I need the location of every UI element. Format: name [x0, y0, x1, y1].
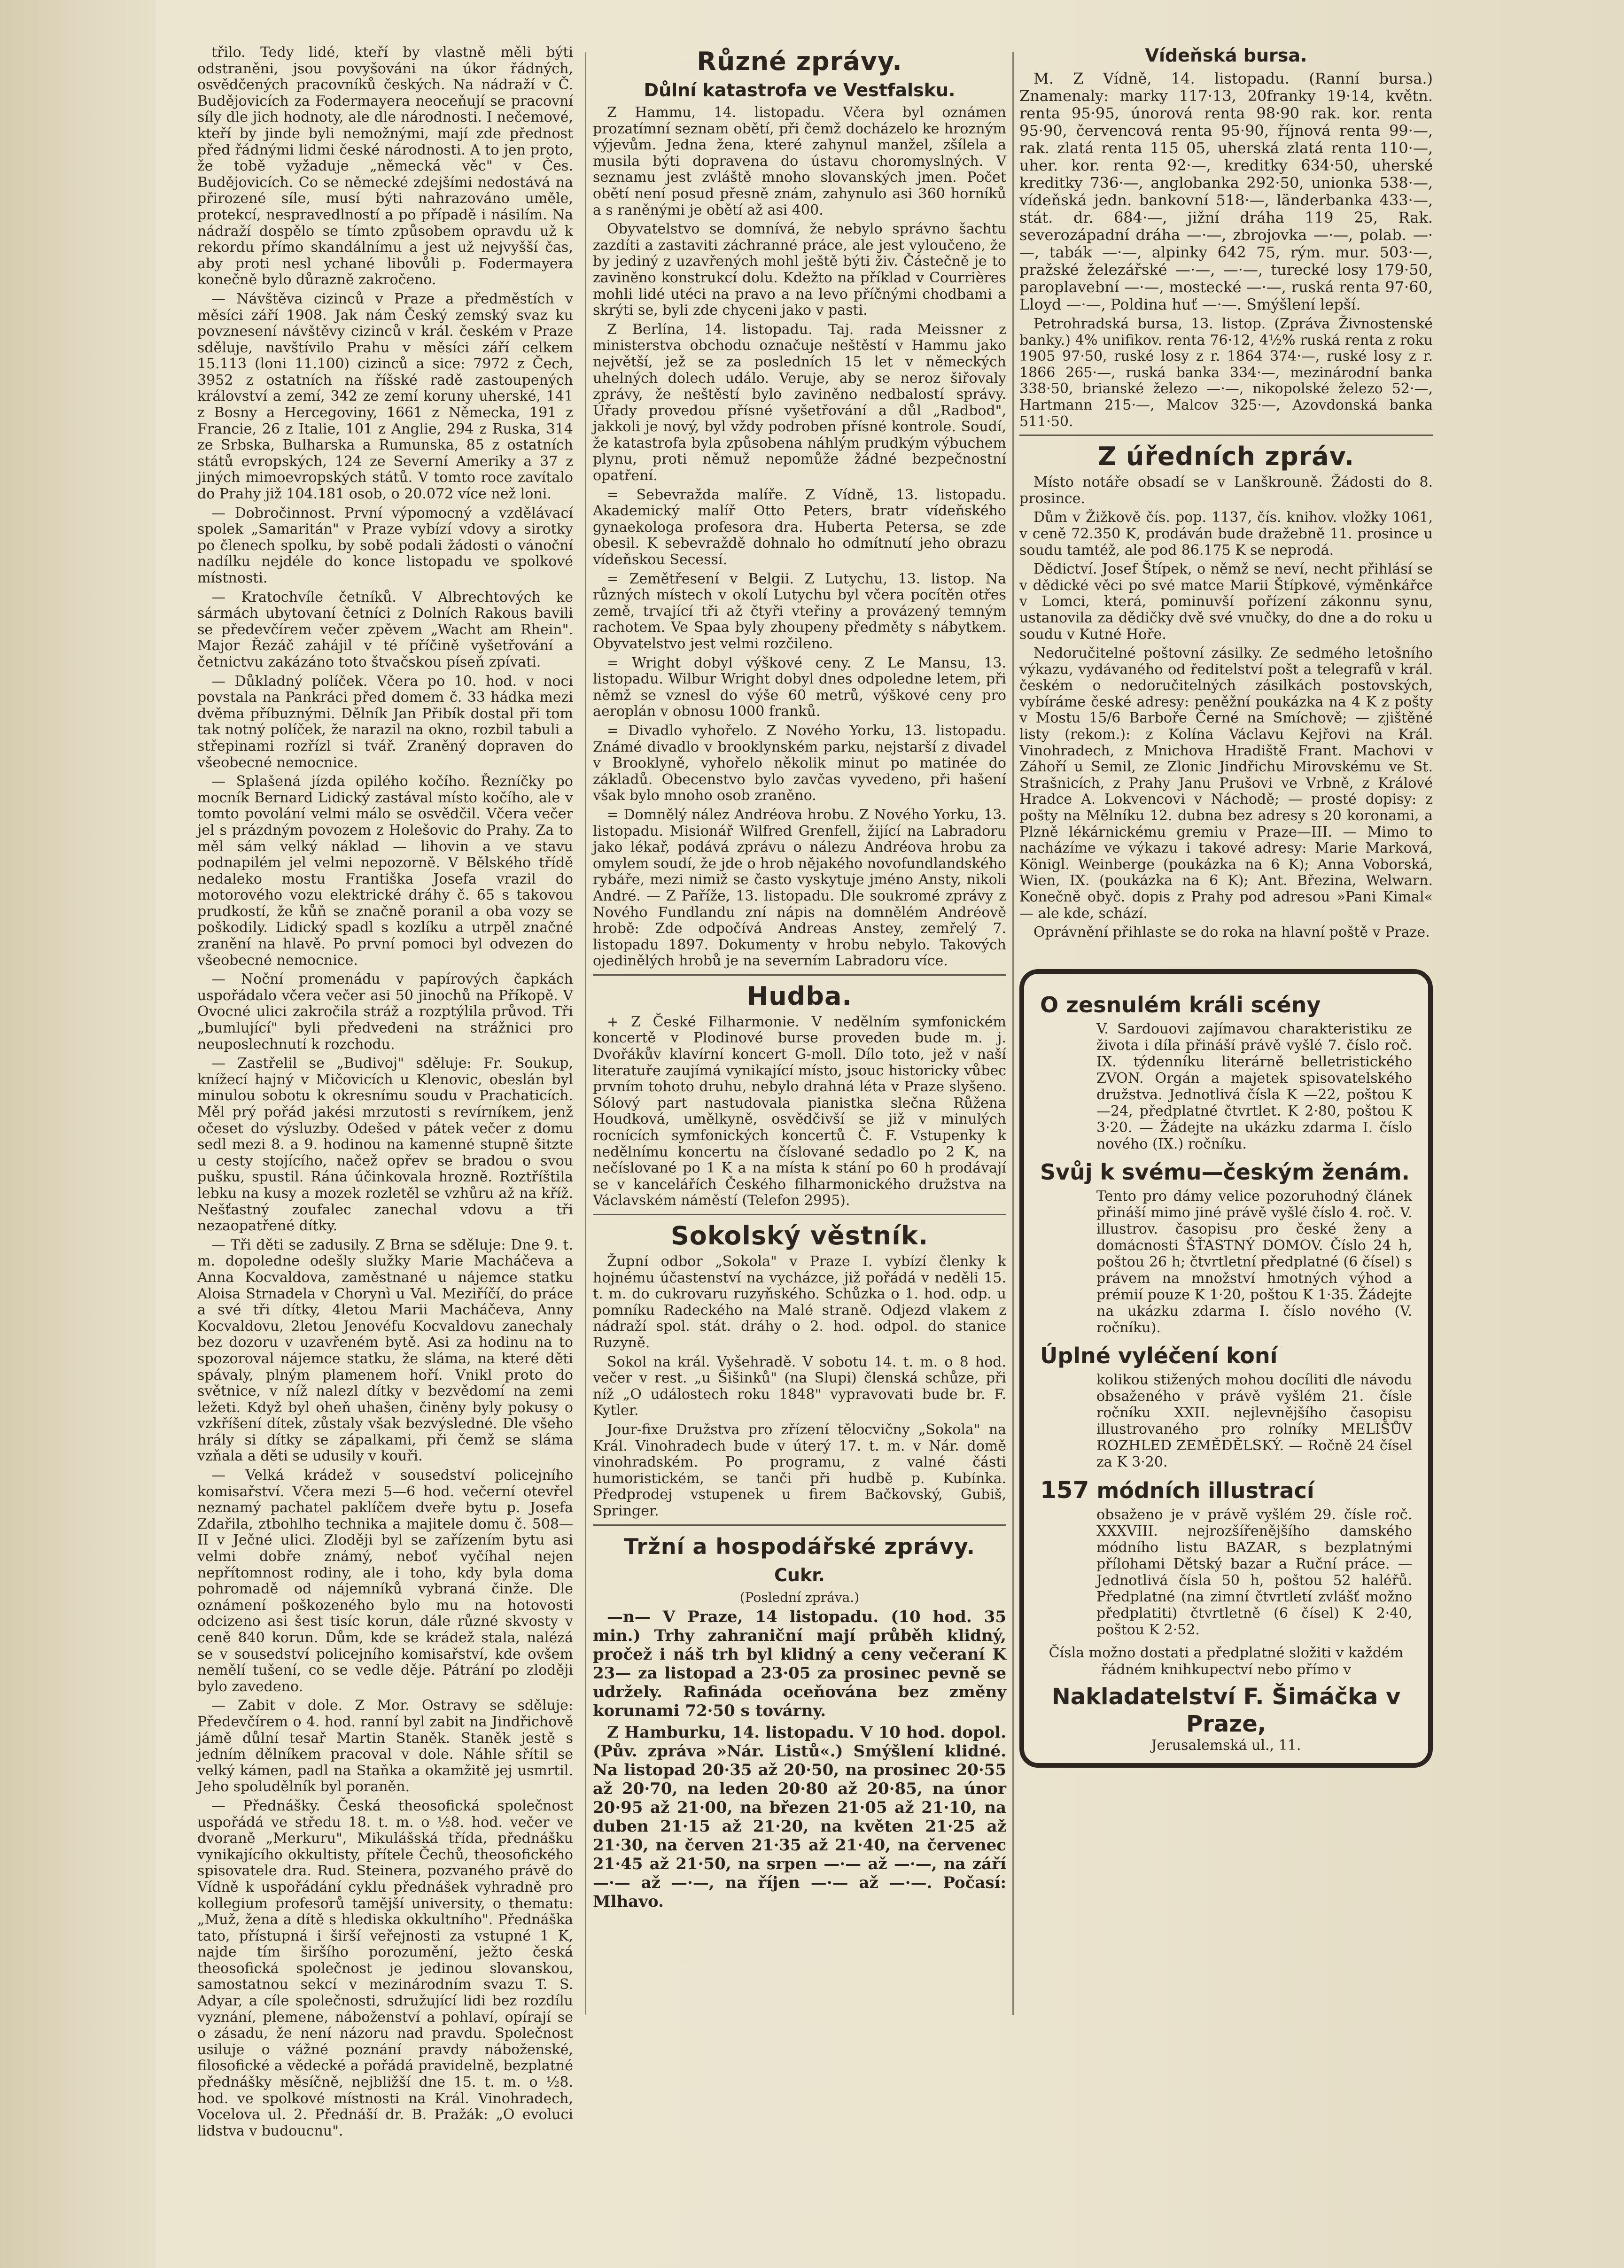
section-heading-z-urednich-zprav: Z úředních zpráv. [1098, 442, 1354, 472]
publisher-name: Nakladatelství F. Šimáčka v Praze, [1051, 1683, 1401, 1737]
section-heading-hudba: Hudba. [747, 981, 852, 1011]
article-paragraph: Dům v Žižkově čís. pop. 1137, čís. knihov. vložky 1061, v ceně 72.350 K, prodáván bude dražebně 11. prosince u soudu tamtéž, ale pod 86.175 K se neprodá. [1019, 509, 1433, 559]
column-1 [197, 45, 573, 2142]
ad-text: obsaženo je v právě vyšlém 29. čísle roč. XXXVIII. nejrozšířenějšího damského módního listu BAZAR, s bezplatnými přílohami Dětský bazar a Ruční práce. — Jednotlivá čísla 50 h, poštou 52 haléřů. Předplatné (na zimní čtvrtletí zvlášť možno předplatiti) čtvrtletně (6 čísel) K 2·40, poštou K 2·52. [1096, 1506, 1412, 1638]
article-paragraph: — Dobročinnost. První výpomocný a vzdělávací spolek „Samaritán" v Praze vybízí vdovy a sirotky po členech spolku, by sobě podali žádosti o vánoční nadílku nejdéle do konce listopadu ve spolkové místnosti. [197, 505, 573, 586]
article-paragraph: Župní odbor „Sokola" v Praze I. vybízí členky k hojnému účastenství na vycházce, již pořádá v neděli 15. t. m. do cukrovaru ruzyňského. Schůzka o 1. hod. odp. u pomníku Radeckého na Malé straně. Odjezd vlakem z nádraží spol. stát. dráhy o 2. hod. odpol. do stanice Ruzyně. [593, 1253, 1006, 1351]
article-paragraph: = Zemětřesení v Belgii. Z Lutychu, 13. listop. Na různých místech v okolí Lutychu byl včera pocítěn otřes země, trvající tři až čtyři vteřiny a provázený temným rachotem. Ve Spaa byly zhoupeny předměty s nábytkem. Obyvatelstvo jest velmi rozčileno. [593, 570, 1006, 652]
advertisement-box [1019, 969, 1433, 1768]
article-paragraph: Z Hamburku, 14. listopadu. V 10 hod. dopol. (Pův. zpráva »Nár. Listů«.) Smýšlení klidné. Na listopad 20·35 až 20·50, na prosinec 20·55 až 20·70, na leden 20·80 až 20·85, na únor 20·95 až 21·00, na březen 21·05 až 21·10, na duben 21·15 až 21·20, na květen 21·25 až 21·30, na červen 21·35 až 21·40, na červenec 21·45 až 21·50, na srpen —·— až —·—, na září —·— až —·—, na říjen —·— až —·—. Počasí: Mlhavo. [593, 1723, 1006, 1911]
article-paragraph: Jour-fixe Družstva pro zřízení tělocvičny „Sokola" na Král. Vinohradech bude v úterý 17. t. m. v Nár. domě vinohradském. Po programu, z valné části humoristickém, se tanči při hudbě p. Kubínka. Předprodej vstupenek u firem Bačkovský, Gubiš, Springer. [593, 1421, 1006, 1519]
article-paragraph: Sokol na král. Vyšehradě. V sobotu 14. t. m. o 8 hod. večer v rest. „u Šišinků" (na Slupi) členská schůze, při níž „O událostech roku 1848" vypravovati bude br. F. Kytler. [593, 1353, 1006, 1419]
column-3 [1019, 45, 1433, 1768]
ad-number: 157 [1040, 1476, 1089, 1504]
article-paragraph: Obyvatelstvo se domnívá, že nebylo správno šachtu zazdíti a zastaviti záchranné práce, ale jest vyloučeno, že by jediný z uzavřených mohl ještě býti živ. Částečně je to zaviněno konstrukcí dolu. Kdežto na příklad v Courrières mohli lidé utéci na pravo a na levo příčnými chodbami a skrýti se, byli zde chyceni jako v pasti. [593, 221, 1006, 319]
ad-heading: Svůj k svému—českým ženám. [1040, 1159, 1410, 1185]
ad-heading [1040, 1477, 1412, 1504]
column-divider [1012, 52, 1014, 2015]
article-paragraph: Z Berlína, 14. listopadu. Taj. rada Meissner z ministerstva obchodu označuje neštěstí v Hammu jako největší, jež se za posledních 15 let v německých uhelných dolech událo. Veruje, aby se neroz šiřovaly zprávy, že neštěstí bylo zaviněno nedbalostí správy. Úřady provedou přísné vyšetřování a důl „Radbod", jakkoli je nový, byl vždy podroben přísné kontrole. Soudí, že katastrofa byla způsobena náhlým prudkým výbuchem plynu, proti němuž nepomůže žádné bezpečnostní opatření. [593, 321, 1006, 484]
article-paragraph: M. Z Vídně, 14. listopadu. (Ranní bursa.) Znamenaly: marky 117·13, 20franky 19·14, květn. renta 95·95, únorová renta 98·90 rak. kor. renta 95·90, červencová renta 95·90, říjnová renta 99·—, rak. zlatá renta 115 05, uherská zlatá renta 110·—, uher. kor. renta 92·—, kreditky 634·50, uherské kreditky 736·—, anglobanka 292·50, unionka 538·—, vídeňská jedn. bankovní 518·—, länderbanka 433·—, stát. dr. 684·—, jižní dráha 119 25, Rak. severozápadní dráha —·—, zbrojovka —·—, polab. —·—, tabák —·—, alpinky 642 75, rým. mur. 503·—, pražské železářské —·—, —·—, turecké losy 179·50, paroplavební —·—, mostecké —·—, ruská renta 97·60, Lloyd —·—, Poldina huť —·—. Smýšlení lepší. [1019, 70, 1433, 313]
article-paragraph: Místo notáře obsadí se v Lanškrouně. Žádosti do 8. prosince. [1019, 474, 1433, 507]
ad-text: V. Sardouovi zajímavou charakteristiku ze života i díla přináší právě vyšlé 7. číslo roč. IX. týdenníku literárně belletristického ZVON. Orgán a majetek spisovatelského družstva. Jednotlivá čísla K —22, poštou K —24, předplatné čtvrtlet. K 2·80, poštou K 3·20. — Žádejte na ukázku zdarma I. číslo nového (IX.) ročníku. [1096, 1020, 1412, 1152]
article-paragraph: —n— V Praze, 14 listopadu. (10 hod. 35 min.) Trhy zahraniční mají průběh klidný, pročež i náš trh byl klidný a ceny večeraní K 23— za listopad a 23·05 za prosinec pevně se udržely. Rafináda oceňována bez změny korunami 72·50 s továrny. [593, 1608, 1006, 1721]
article-paragraph: — Zabit v dole. Z Mor. Ostravy se sděluje: Předevčírem o 4. hod. ranní byl zabit na Jindřichově jámě důlní tesař Martin Staněk. Staněk jestě s jedním dělníkem pracoval v dole. Náhle sřítil se velký kámen, padl na Staňka a okamžitě jej usmrtil. Jeho spoludělník byl poraněn. [197, 1697, 573, 1795]
section-heading-trzni-zpravy: Tržní a hospodářské zprávy. [624, 1533, 975, 1559]
ad-heading: Úplné vyléčení koní [1040, 1343, 1278, 1368]
ad-footer-text: Čísla možno dostati a předplatné složiti v každém řádném knihkupectví nebo přímo v [1049, 1644, 1404, 1678]
article-paragraph: = Sebevražda malíře. Z Vídně, 13. listopadu. Akademický malíř Otto Peters, bratr vídeňského gynaekologa profesora dra. Huberta Petersa, se zde obesil. K sebevraždě dohnalo ho odmítnutí jeho obrazu vídeňskou Secessí. [593, 486, 1006, 568]
column-divider [585, 52, 586, 2015]
section-heading-videnska-bursa: Vídeňská bursa. [1145, 45, 1307, 66]
ad-text: kolikou stižených mohou docíliti dle návodu obsaženého v právě vyšlém 21. čísle ročníku XXII. nejlevnějšího časopisu illustrovaného pro rolníky MELIŠŮV ROZHLED ZEMĚDĚLSKÝ. — Ročně 24 čísel za K 3·20. [1096, 1371, 1412, 1470]
article-paragraph: — Velká krádež v sousedství policejního komisařství. Včera mezi 5—6 hod. večerní otevřel neznamý pachatel paklíčem dveře bytu p. Josefa Zdařila, ztbohlho technika a majitele domu č. 508—II v Ječné ulici. Zloději byl se zařízením bytu asi velmi dobře známý, neboť vyčíhal nejen nepřítomnost rodiny, ale i toho, kdy byla doma pohromadě od nájemníků vybraná činže. Dle oznámení poškozeného bylo mu na hotovosti odcizeno asi šest tisíc korun, dále různé skvosty v ceně 840 korun. Dům, kde se krádež stala, nalézá se v sousedství policejního komisařství, kde ovšem nemělí tušení, co se vedle děje. Pátrání po zloději bylo zavedeno. [197, 1467, 573, 1695]
section-rule [593, 974, 1006, 976]
article-paragraph: = Wright dobyl výškové ceny. Z Le Mansu, 13. listopadu. Wilbur Wright dobyl dnes odpoledne letem, při němž se vznesl do výše 60 metrů, výškové ceny pro aeroplán v obnosu 1000 franků. [593, 654, 1006, 720]
article-note: (Poslední zpráva.) [739, 1589, 860, 1605]
publisher-address: Jerusalemská ul., 11. [1151, 1737, 1301, 1754]
article-paragraph: třilo. Tedy lidé, kteří by vlastně měli býti odstraněni, jsou povyšováni na úkor řádných, osvědčených pracovníků českých. Na nádraží v Č. Budějovicích za Fodermayera neoceňují se pracovní síly dle jich hodnoty, ale dle národnosti. I nečemové, kteří by jinde byli nemožnými, mají zde přednost před řádnými lidmi české národnosti. A to jen proto, že tobě vyžaduje „německá věc" v Čes. Budějovicích. Co se německé zdejšími nedostává na přirozené síle, musí býti nahrazováno uměle, protekcí, nespravedlností a po případě i násilím. Na nádraží dospělo se tímto způsobem opravdu už k rekordu přímo skandálnímu a jest už nejvyšší čas, aby proti nesl ychané libovůli p. Fodermayera konečně bylo důrazně zakročeno. [197, 44, 573, 288]
article-paragraph: — Důkladný políček. Včera po 10. hod. v noci povstala na Pankráci před domem č. 33 hádka mezi dvěma příbuznými. Dělník Jan Přibík dostal při tom tak notný políček, že narazil na okno, rozbil tabuli a střepinami rozřízl si tvář. Zraněný dopraven do všeobecné nemocnice. [197, 673, 573, 771]
article-subheading: Cukr. [774, 1564, 825, 1585]
article-paragraph: — Tři děti se zadusily. Z Brna se sděluje: Dne 9. t. m. dopoledne odešly služky Marie Macháčeva a Anna Kocvaldova, zaměstnané u nájemce statku Aloisa Strnadela v Chorynì u Val. Meziříčí, do práce a své tři dítky, 4letou Marii Macháčeva, Anny Kocvaldovu, 2letou Jenovéfu Kocvaldovu zanechaly bez dozoru v uzavřeném bytě. Asi za hodinu na to spozoroval nájemce statku, že sláma, na které děti spávaly, plným plamenem hoří. Vnikl proto do světnice, v níž nalezl dítky v bezvědomí na zemi ležeti. Když byl oheň uhašen, činěny byly pokusy o vzkříšení dítek, zůstaly však bezvýsledné. Dle všeho hrály si dítky se zápalkami, při čemž se sláma vzňala a děti se udusily v kouři. [197, 1236, 573, 1465]
article-paragraph: Dědictví. Josef Štípek, o němž se neví, necht přihlásí se v dědické věci po své matce Marii Štípkové, výměnkářce v Lomci, která, pominuvší pořízení zákonnu synu, ustanovila za dědičky dvě své vnučky, do dne a do roku u soudu v Kutné Hoře. [1019, 561, 1433, 643]
article-paragraph: — Noční promenádu v papírových čapkách uspořádalo včera večer asi 50 jinochů na Příkopě. V Ovocné ulici zakročila stráž a rozptýlila průvod. Tři „bumlující" byli předvedeni na strážnici pro neuposlechnutí k rozchodu. [197, 971, 573, 1053]
page-edge-shadow [0, 0, 155, 2268]
article-paragraph: — Návštěva cizinců v Praze a předměstích v měsíci září 1908. Jak nám Český zemský svaz ku povznesení návštěvy cizinců v král. českém v Praze sděluje, navštívilo Prahu v měsíci září celkem 15.113 (loni 11.100) cizinců a sice: 7972 z Čech, 3952 z ostatních na říšské radě zastoupených království a zemí, 342 ze zemí koruny uherské, 141 z Bosny a Hercegoviny, 1661 z Německa, 191 z Francie, 26 z Italie, 101 z Anglie, 294 z Ruska, 314 ze Srbska, Bulharska a Rumunska, 85 z ostatních států evropských, 124 ze Severní Ameriky a 37 z jiných mimoevropských států. V tomto roce zavítalo do Prahy již 104.181 osob, o 20.072 více než loni. [197, 290, 573, 503]
section-heading-ruzne-zpravy: Různé zprávy. [697, 47, 902, 76]
section-heading-sokolsky-vestnik: Sokolský věstník. [670, 1221, 929, 1251]
article-paragraph: Nedoručitelné poštovní zásilky. Ze sedmého letošního výkazu, vydávaného od ředitelství pošt a telegrafů v král. českém o nedoručitelných zásilkách postovských, vybíráme české adresy: peněžní poukázka na 4 K z pošty v Mostu 15/6 Barboře Černé na Smíchově; — zjištěné listy (rekom.): z Kolína Václavu Kejřovi na Král. Vinohradech, z Mnichova Hradiště Frant. Machovi v Záhoří u Semil, ze Zlonic Jindřichu Mirovskému ve St. Strašnicích, z Prahy Janu Prušovi ve Vrbně, z Králové Hradce A. Lokvencovi v Náchodě; — prosté dopisy: z pošty na Mělníku 12. dubna bez adresy s 20 koronami, a Plzně lékárnickému gremiu v Praze—III. — Mimo to nacházíme ve výkazu i takové adresy: Marie Marková, Königl. Weinberge (poukázka na 6 K); Anna Voborská, Wien, IX. (poukázka na 6 K); Ant. Březina, Welwarn. Konečně obyč. dopis z Prahy pod adresou »Pani Kimal« — ale kde, schází. [1019, 645, 1433, 922]
column-2 [593, 45, 1006, 1914]
ad-text: Tento pro dámy velice pozoruhodný článek přináší mimo jiné právě vyšlé číslo 4. roč. V. illustrov. časopisu pro české ženy a domácnosti ŠŤASTNÝ DOMOV. Číslo 24 h, poštou 26 h; čtvrtletní předplatné (6 čísel) s právem na množství hmotných výhod a prémií pouze K 1·20, poštou K 1·35. Žádejte na ukázku zdarma I. číslo nového (V. ročníku). [1096, 1188, 1412, 1336]
article-paragraph: + Z České Filharmonie. V nedělním symfonickém koncertě v Plodinové burse proveden bude m. j. Dvořákův klavírní koncert G-moll. Dílo toto, jež v naší literatuře zaujímá vynikající místo, jsouc historicky vůbec prvním tohoto druhu, nebylo drahná léta v Praze slyšeno. Sólový part nastudovala pianistka slečna Růžena Houdková, umělkyně, osvědčivší se již v minulých rocnících symfonických koncertů Č. F. Vstupenky k nedělnímu koncertu na číslované sedadlo po 2 K, na nečíslované po 1 K a na místa k stání po 60 h prodávají se v kancelářích Českého filharmonického družstva na Václavském náměstí (Telefon 2995). [593, 1013, 1006, 1209]
article-paragraph: = Divadlo vyhořelo. Z Nového Yorku, 13. listopadu. Známé divadlo v brooklynském parku, nejstarší z divadel v Brooklyně, vyhořelo několik minut po matinée do základů. Obecenstvo bylo zavčas vyvedeno, při hašení však bylo mnoho osob zraněno. [593, 722, 1006, 804]
section-rule [593, 1524, 1006, 1526]
article-paragraph: Oprávnění přihlaste se do roka na hlavní poště v Praze. [1033, 924, 1430, 941]
article-paragraph: — Kratochvíle četníků. V Albrechtových ke sármách ubytovaní četníci z Dolních Rakous bavili se předevčírem večer zpěvem „Wacht am Rhein". Major Řezáč zahájil v té příčině vyšetřování a četnictvu zakázáno toto štvačskou píseň zpívati. [197, 589, 573, 670]
ad-heading: O zesnulém králi scény [1040, 992, 1321, 1017]
ad-heading-text: módních illustrací [1096, 1477, 1314, 1503]
article-paragraph: — Zastřelil se „Budivoj" sděluje: Fr. Soukup, knížecí hajný v Mičovicích u Klenovic, obeslán byl minulou sobotu k okresnímu soudu v Prachaticích. Měl prý pořád jakési mrzutosti s revírníkem, jenž očeset do výsluzby. Odešed v pátek večer z domu sedl mezi 8. a 9. hodinou na kamenné stupně šitzte u cesty stojícího, načež opřev se bradou o svou pušku, spustil. Rána účinkovala hrozně. Roztříštila lebku na kusy a mozek rozletěl se vzhůru až na kříž. Nešťastný zoufalec zanechal vdovu a tři nezaopatřené dítky. [197, 1055, 573, 1235]
article-paragraph: — Přednášky. Česká theosofická společnost uspořádá ve středu 18. t. m. o ½8. hod. večer ve dvoraně „Merkuru", Mikulášská třída, přednášku vynikajícího okkultisty, přítele Čechů, theosofického spisovatele dra. Rud. Steinera, pozvaného právě do Vídně k uspořádání cyklu přednášek vyhradně pro kollegium profesorů tamější university, o thematu: „Muž, žena a dítě s hlediska okkultního". Přednáška tato, přístupná i širší veřejnosti za vstupné 1 K, najde tím širšího porozumění, ježto česká theosofická společnost je jedinou slovanskou, samostatnou sekcí v mezinárodním svazu T. S. Adyar, a cíle společnosti, sdružující lidi bez rozdílu vyznání, plemene, náboženství a pohlaví, opírají se o zásadu, že není názoru nad pravdu. Společnost usiluje o vážné poznání pravdy náboženské, filosofické a vědecké a pořádá pravidelně, bezplatné přednášky měsíčně, nejbližší dne 15. t. m. o ½8. hod. ve spolkové místnosti na Král. Vinohradech, Vocelova ul. 2. Přednáší dr. B. Pražák: „O evoluci lidstva v budoucnu". [197, 1797, 573, 2139]
section-rule [1019, 435, 1433, 436]
article-paragraph: Petrohradská bursa, 13. listop. (Zpráva Živnostenské banky.) 4% unifikov. renta 76·12, 4½% ruská renta z roku 1905 97·50, ruské losy z r. 1864 374·—, ruské losy z r. 1866 265·—, ruská banka 334·—, mezinárodní banka 338·50, brianské železo —·—, nikopolské železo 52·—, Hartmann 215·—, Malcov 325·—, Azovdonská banka 511·50. [1019, 316, 1433, 430]
article-paragraph: — Splašená jízda opilého kočího. Řezníčky po mocník Bernard Lidický zastával místo kočího, ale v tomto povolání velmi málo se osvědčil. Včera večer jel s prázdným povozem z Holešovic do Prahy. Za to měl sám velký náklad — lihovin a ve stavu podnapilém jel velmi nepozorně. V Bělského třídě nedaleko mostu Františka Josefa vrazil do motorového vozu elektrické dráhy č. 65 s takovou prudkostí, že kůň se značně poranil a oba vozy se poškodily. Lidický spadl s kozlíku a utrpěl značné zranění na hlavě. Po první pomoci byl odvezen do všeobecné nemocnice. [197, 773, 573, 969]
article-subheading: Důlní katastrofa ve Vestfalsku. [644, 80, 956, 101]
article-paragraph: Z Hammu, 14. listopadu. Včera byl oznámen prozatímní seznam obětí, při čemž docházelo ke hrozným výjevům. Jedna žena, které zahynul manžel, zšílela a musila býti dopravena do ústavu choromyslných. V seznamu jest zvláště mnoho slovanských jmen. Počet obětí není posud přesně znám, zahynulo asi 360 horníků a s raněnými je obětí až asi 400. [593, 104, 1006, 218]
article-paragraph: = Domnělý nález Andréova hrobu. Z Nového Yorku, 13. listopadu. Misionář Wilfred Grenfell, žijící na Labradoru jako lékař, podává zprávu o nálezu Andréova hrobu za omylem soudí, že jde o hrob nějakého novofundlandského rybáře, mezi nimiž se často vyskytuje jméno Ansty, nikoli André. — Z Paříže, 13. listopadu. Dle soukromé zprávy z Nového Fundlandu zní nápis na domnělém Andréově hrobě: Zde odpočívá Andreas Anstey, zemřelý 7. listopadu 1897. Dokumenty v hrobu nebylo. Takových ojedinělých hrobů je na severním Labradoru více. [593, 806, 1006, 970]
section-rule [593, 1214, 1006, 1215]
